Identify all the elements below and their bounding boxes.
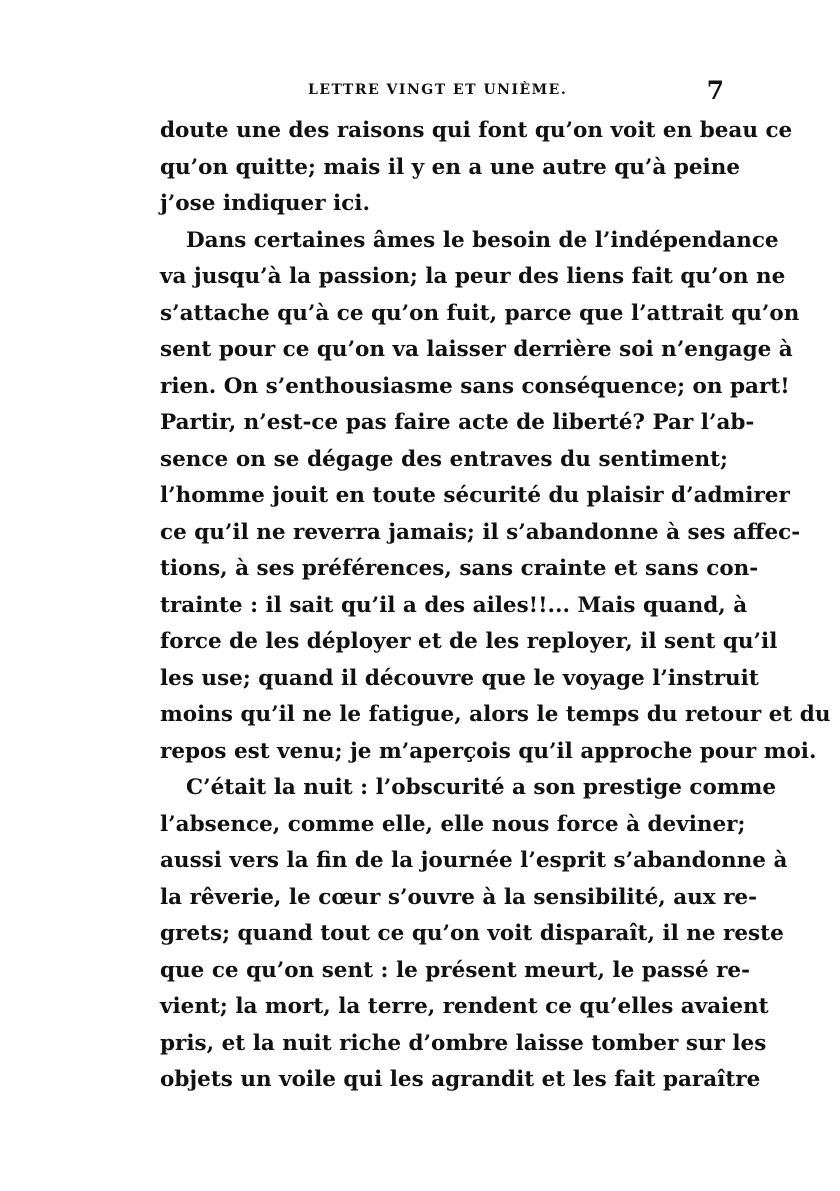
running-header: [160, 76, 728, 104]
text-line: Partir, n’est-ce pas faire acte de liberté? Par l’ab-: [160, 410, 755, 435]
text-line: sent pour ce qu’on va laisser derrière soi n’engage à: [160, 337, 793, 362]
running-title: LETTRE VINGT ET UNIÈME.: [308, 82, 568, 98]
text-line: ce qu’il ne reverra jamais; il s’abandonne à ses affec-: [160, 519, 801, 545]
text-line: force de les déployer et de les reployer, il sent qu’il: [160, 629, 778, 654]
text-line: moins qu’il ne le fatigue, alors le temps du retour et du: [160, 702, 831, 727]
text-line: les use; quand il découvre que le voyage l’instruit: [160, 665, 759, 691]
paragraph-start-line: C’était la nuit : l’obscurité a son prestige comme: [186, 775, 777, 800]
text-line: objets un voile qui les agrandit et les fait paraître: [160, 1067, 761, 1092]
text-line: la rêverie, le cœur s’ouvre à la sensibilité, aux re-: [160, 884, 758, 910]
paragraph-start-line: Dans certaines âmes le besoin de l’indépendance: [186, 227, 779, 253]
text-line: vient; la mort, la terre, rendent ce qu’elles avaient: [160, 994, 769, 1019]
text-line: qu’on quitte; mais il y en a une autre qu’à peine: [160, 154, 741, 180]
body-text: [160, 113, 831, 1099]
text-line: trainte : il sait qu’il a des ailes!!... Mais quand, à: [160, 592, 748, 618]
text-line: l’absence, comme elle, elle nous force à deviner;: [160, 811, 746, 837]
text-line: s’attache qu’à ce qu’on fuit, parce que l’attrait qu’on: [160, 300, 800, 326]
text-line: repos est venu; je m’aperçois qu’il approche pour moi.: [160, 738, 817, 764]
text-line: que ce qu’on sent : le présent meurt, le passé re-: [160, 957, 751, 983]
text-line: rien. On s’enthousiasme sans conséquence; on part!: [160, 373, 790, 399]
text-line: sence on se dégage des entraves du sentiment;: [160, 446, 728, 472]
text-line: l’homme jouit en toute sécurité du plaisir d’admirer: [160, 483, 790, 508]
text-line: doute une des raisons qui font qu’on voit en beau ce: [160, 118, 793, 143]
text-line: pris, et la nuit riche d’ombre laisse tomber sur les: [160, 1030, 767, 1056]
text-line: va jusqu’à la passion; la peur des liens fait qu’on ne: [160, 264, 786, 289]
text-line: grets; quand tout ce qu’on voit disparaît, il ne reste: [160, 921, 784, 946]
page-number: 7: [706, 76, 724, 105]
text-line: aussi vers la fin de la journée l’esprit s’abandonne à: [160, 848, 788, 873]
text-line: j’ose indiquer ici.: [160, 191, 370, 216]
text-line: tions, à ses préférences, sans crainte et sans con-: [160, 556, 759, 581]
